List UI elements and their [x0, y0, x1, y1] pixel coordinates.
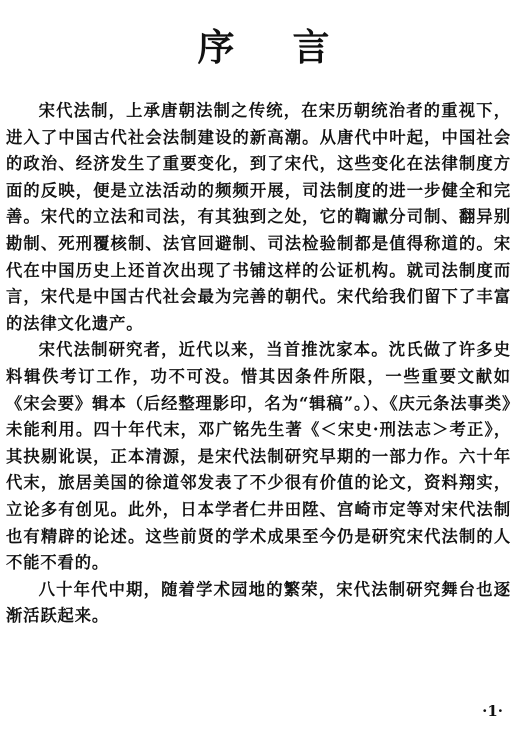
paragraph-2: 宋代法制研究者，近代以来，当首推沈家本。沈氏做了许多史料辑佚考订工作，功不可没。惜其因条件所限，一些重要文献如《宋会要》辑本（后经整理影印，名为“辑稿”。）、《庆元条法事类》未能利用。四十年代末，邓广铭先生著《＜宋史·刑法志＞考正》，其抉剔讹误，正本清源，是宋代法制研究早期的一部力作。六十年代末，旅居美国的徐道邻发表了不少很有价值的论文，资料翔实，立论多有创见。此外，日本学者仁井田陞、宫崎市定等对宋代法制也有精辟的论述。这些前贤的学术成果至今仍是研究宋代法制的人不能不看的。 — [6, 340, 511, 573]
page-title: 序言 — [197, 25, 388, 69]
paragraph-3: 八十年代中期，随着学术园地的繁荣，宋代法制研究舞台也逐渐活跃起来。 — [6, 579, 511, 626]
body-text — [6, 98, 511, 630]
paragraph-1: 宋代法制，上承唐朝法制之传统，在宋历朝统治者的重视下，进入了中国古代社会法制建设的新高潮。从唐代中叶起，中国社会的政治、经济发生了重要变化，到了宋代，这些变化在法律制度方面的反映，便是立法活动的频频开展，司法制度的进一步健全和完善。宋代的立法和司法，有其独到之处，它的鞫谳分司制、翻异别勘制、死刑覆核制、法官回避制、司法检验制都是值得称道的。宋代在中国历史上还首次出现了书铺这样的公证机构。就司法制度而言，宋代是中国古代社会最为完善的朝代。宋代给我们留下了丰富的法律文化遗产。 — [6, 101, 511, 333]
page-number: ·1· — [482, 702, 503, 720]
